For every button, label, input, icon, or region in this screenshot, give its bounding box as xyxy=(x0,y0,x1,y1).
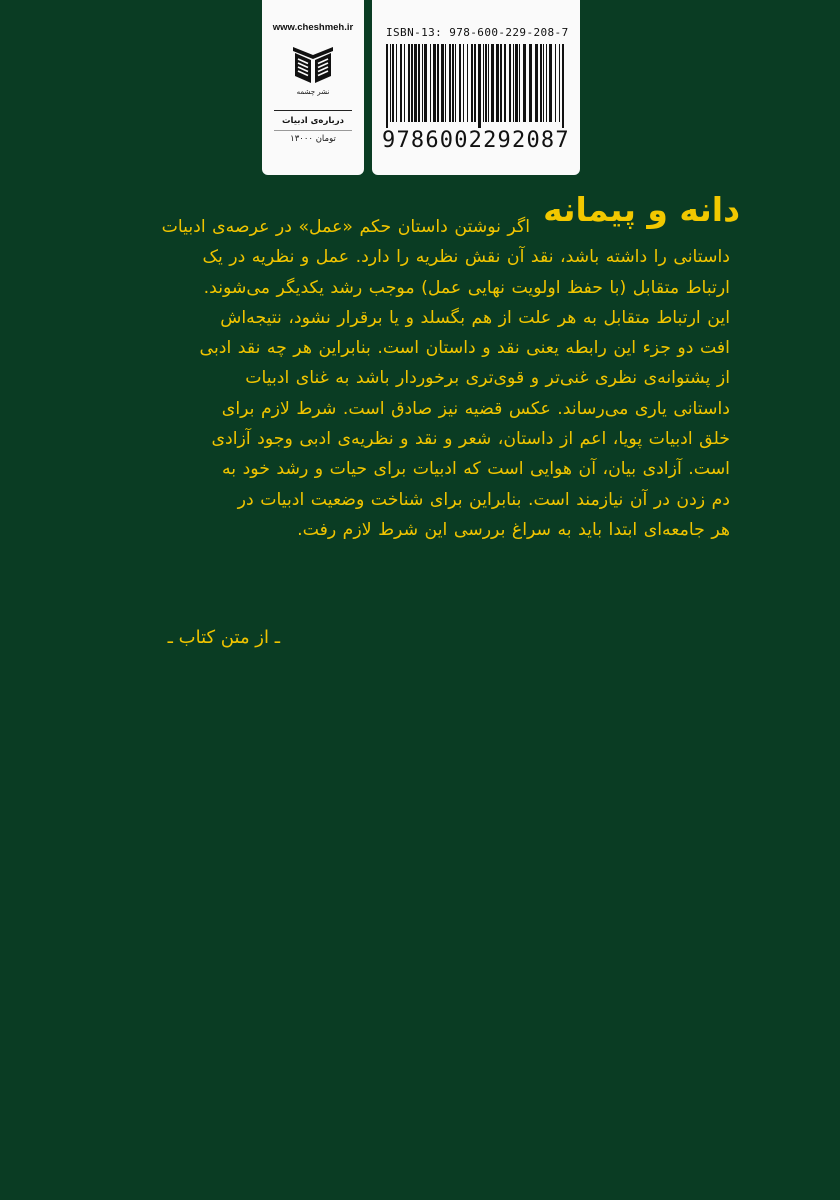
publisher-badge xyxy=(262,0,364,175)
cheshmeh-logo-icon xyxy=(291,41,335,85)
publisher-name: نشر چشمه xyxy=(296,88,330,96)
text-line: دم زدن در آن نیازمند است. بنابراین برای شناخت وضعیت ادبیات در xyxy=(237,489,730,510)
back-cover-text xyxy=(110,212,730,545)
text-line: است. آزادی بیان، آن هوایی است که ادبیات برای حیات و رشد خود به xyxy=(222,459,730,480)
text-line: این ارتباط متقابل به هر علت از هم بگسلد و یا برقرار نشود، نتیجه‌اش xyxy=(220,307,730,328)
book-title: دانه و پیمانه xyxy=(543,190,740,229)
text-line: اگر نوشتن داستان حکم «عمل» در عرصه‌ی ادبیات xyxy=(161,217,530,237)
isbn-label: ISBN-13: 978-600-229-208-7 xyxy=(386,26,569,39)
text-line: افت دو جزء این رابطه یعنی نقد و داستان است. بنابراین هر چه نقد ادبی xyxy=(199,338,730,359)
text-line: هر جامعه‌ای ابتدا باید به سراغ بررسی این شرط لازم رفت. xyxy=(297,519,730,540)
barcode-digits: 9786002292087 xyxy=(382,128,570,153)
price-label: ۱۳۰۰۰ تومان xyxy=(290,134,336,144)
text-line: داستانی را داشته باشد، نقد آن نقش نظریه را دارد. عمل و نظریه در یک xyxy=(202,247,730,268)
series-label: درباره‌ی ادبیات xyxy=(282,116,344,126)
attribution: ـ از متن کتاب ـ xyxy=(167,627,280,648)
text-line: خلق ادبیات پویا، اعم از داستان، شعر و نقد و نظریه‌ی ادبی وجود آزادی xyxy=(211,429,730,450)
divider xyxy=(274,130,352,131)
text-line: از پشتوانه‌ی نظری غنی‌تر و قوی‌تری برخوردار باشد به غنای ادبیات xyxy=(245,368,730,389)
text-line: داستانی یاری می‌رساند. عکس قضیه نیز صادق است. شرط لازم برای xyxy=(221,398,730,419)
barcode-panel xyxy=(372,0,580,175)
barcode-icon xyxy=(384,44,570,128)
divider xyxy=(274,110,352,111)
publisher-url: www.cheshmeh.ir xyxy=(272,22,354,33)
text-line: ارتباط متقابل (با حفظ اولویت نهایی عمل) موجب رشد یکدیگر می‌شوند. xyxy=(203,277,730,298)
